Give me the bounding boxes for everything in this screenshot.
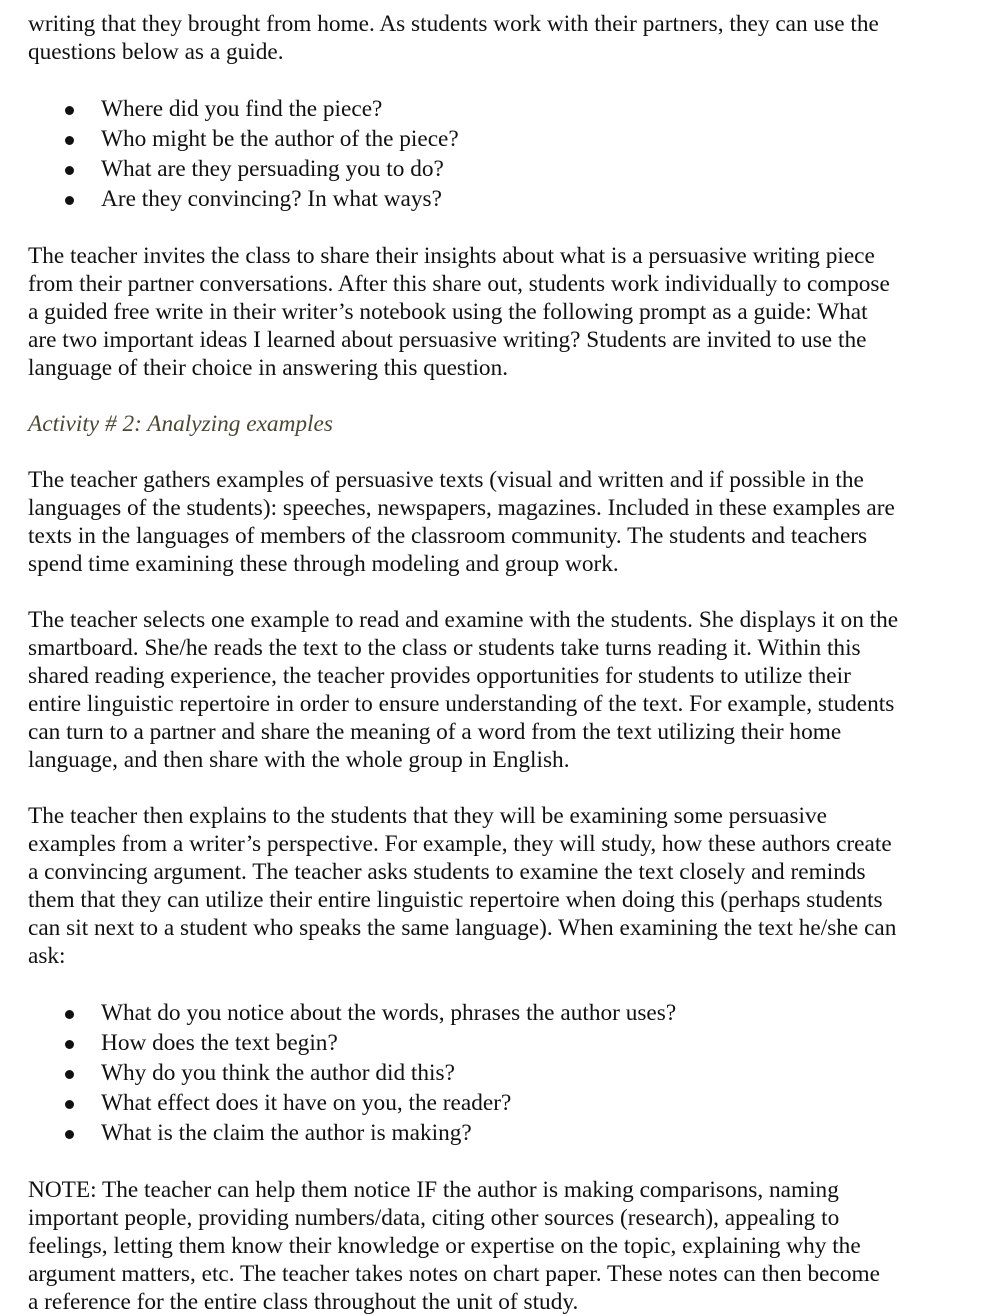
text-line: a convincing argument. The teacher asks students to examine the text closely and reminds [28,859,866,885]
text-line: are two important ideas I learned about persuasive writing? Students are invited to use the [28,327,867,353]
text-line: The teacher selects one example to read and examine with the students. She displays it on the [28,607,899,633]
text-line: smartboard. She/he reads the text to the class or students take turns reading it. Within this [28,635,861,661]
examine-questions-list [28,998,978,1148]
select-paragraph [28,606,978,774]
list-item-text: Where did you find the piece? [101,96,383,122]
share-paragraph [28,242,978,382]
activity-heading: Activity # 2: Analyzing examples [28,411,333,437]
text-line: feelings, letting them know their knowledge or expertise on the topic, explaining why the [28,1233,861,1259]
list-item [28,1118,978,1148]
text-line: The teacher gathers examples of persuasive texts (visual and written and if possible in the [28,467,864,493]
text-line: important people, providing numbers/data, citing other sources (research), appealing to [28,1205,840,1231]
text-line: The teacher then explains to the students that they will be examining some persuasive [28,803,827,829]
text-line: a reference for the entire class throughout the unit of study. [28,1289,579,1315]
text-line: questions below as a guide. [28,39,284,65]
document-page [28,10,978,1316]
bullet-icon [65,136,74,145]
bullet-icon [65,1070,74,1079]
bullet-icon [65,1100,74,1109]
text-line: spend time examining these through modeling and group work. [28,551,619,577]
list-item [28,124,978,154]
text-line: language of their choice in answering this question. [28,355,509,381]
list-item-text: Why do you think the author did this? [101,1060,455,1086]
list-item [28,1088,978,1118]
list-item [28,184,978,214]
explain-paragraph [28,802,978,970]
bullet-icon [65,166,74,175]
text-line: examples from a writer’s perspective. For example, they will study, how these authors create [28,831,892,857]
bullet-icon [65,1130,74,1139]
text-line: shared reading experience, the teacher provides opportunities for students to utilize their [28,663,851,689]
bullet-icon [65,1040,74,1049]
list-item [28,154,978,184]
text-line: from their partner conversations. After this share out, students work individually to compose [28,271,890,297]
text-line: The teacher invites the class to share their insights about what is a persuasive writing piece [28,243,875,269]
list-item-text: What is the claim the author is making? [101,1120,472,1146]
list-item [28,94,978,124]
list-item-text: What are they persuading you to do? [101,156,444,182]
text-line: NOTE: The teacher can help them notice IF the author is making comparisons, naming [28,1177,839,1203]
list-item-text: Who might be the author of the piece? [101,126,459,152]
text-line: ask: [28,943,66,969]
bullet-icon [65,106,74,115]
note-paragraph [28,1176,978,1316]
text-line: writing that they brought from home. As students work with their partners, they can use the [28,11,879,37]
text-line: argument matters, etc. The teacher takes notes on chart paper. These notes can then become [28,1261,880,1287]
text-line: can turn to a partner and share the meaning of a word from the text utilizing their home [28,719,842,745]
list-item [28,1058,978,1088]
bullet-icon [65,196,74,205]
guide-questions-list [28,94,978,214]
list-item [28,1028,978,1058]
text-line: language, and then share with the whole group in English. [28,747,570,773]
text-line: them that they can utilize their entire linguistic repertoire when doing this (perhaps students [28,887,883,913]
text-line: can sit next to a student who speaks the same language). When examining the text he/she can [28,915,897,941]
bullet-icon [65,1010,74,1019]
list-item-text: What effect does it have on you, the reader? [101,1090,512,1116]
intro-paragraph [28,10,978,66]
gather-paragraph [28,466,978,578]
list-item [28,998,978,1028]
list-item-text: Are they convincing? In what ways? [101,186,442,212]
text-line: a guided free write in their writer’s notebook using the following prompt as a guide: What [28,299,868,325]
text-line: languages of the students): speeches, newspapers, magazines. Included in these examples are [28,495,895,521]
text-line: texts in the languages of members of the classroom community. The students and teachers [28,523,868,549]
list-item-text: How does the text begin? [101,1030,338,1056]
list-item-text: What do you notice about the words, phrases the author uses? [101,1000,677,1026]
text-line: entire linguistic repertoire in order to ensure understanding of the text. For example, students [28,691,895,717]
